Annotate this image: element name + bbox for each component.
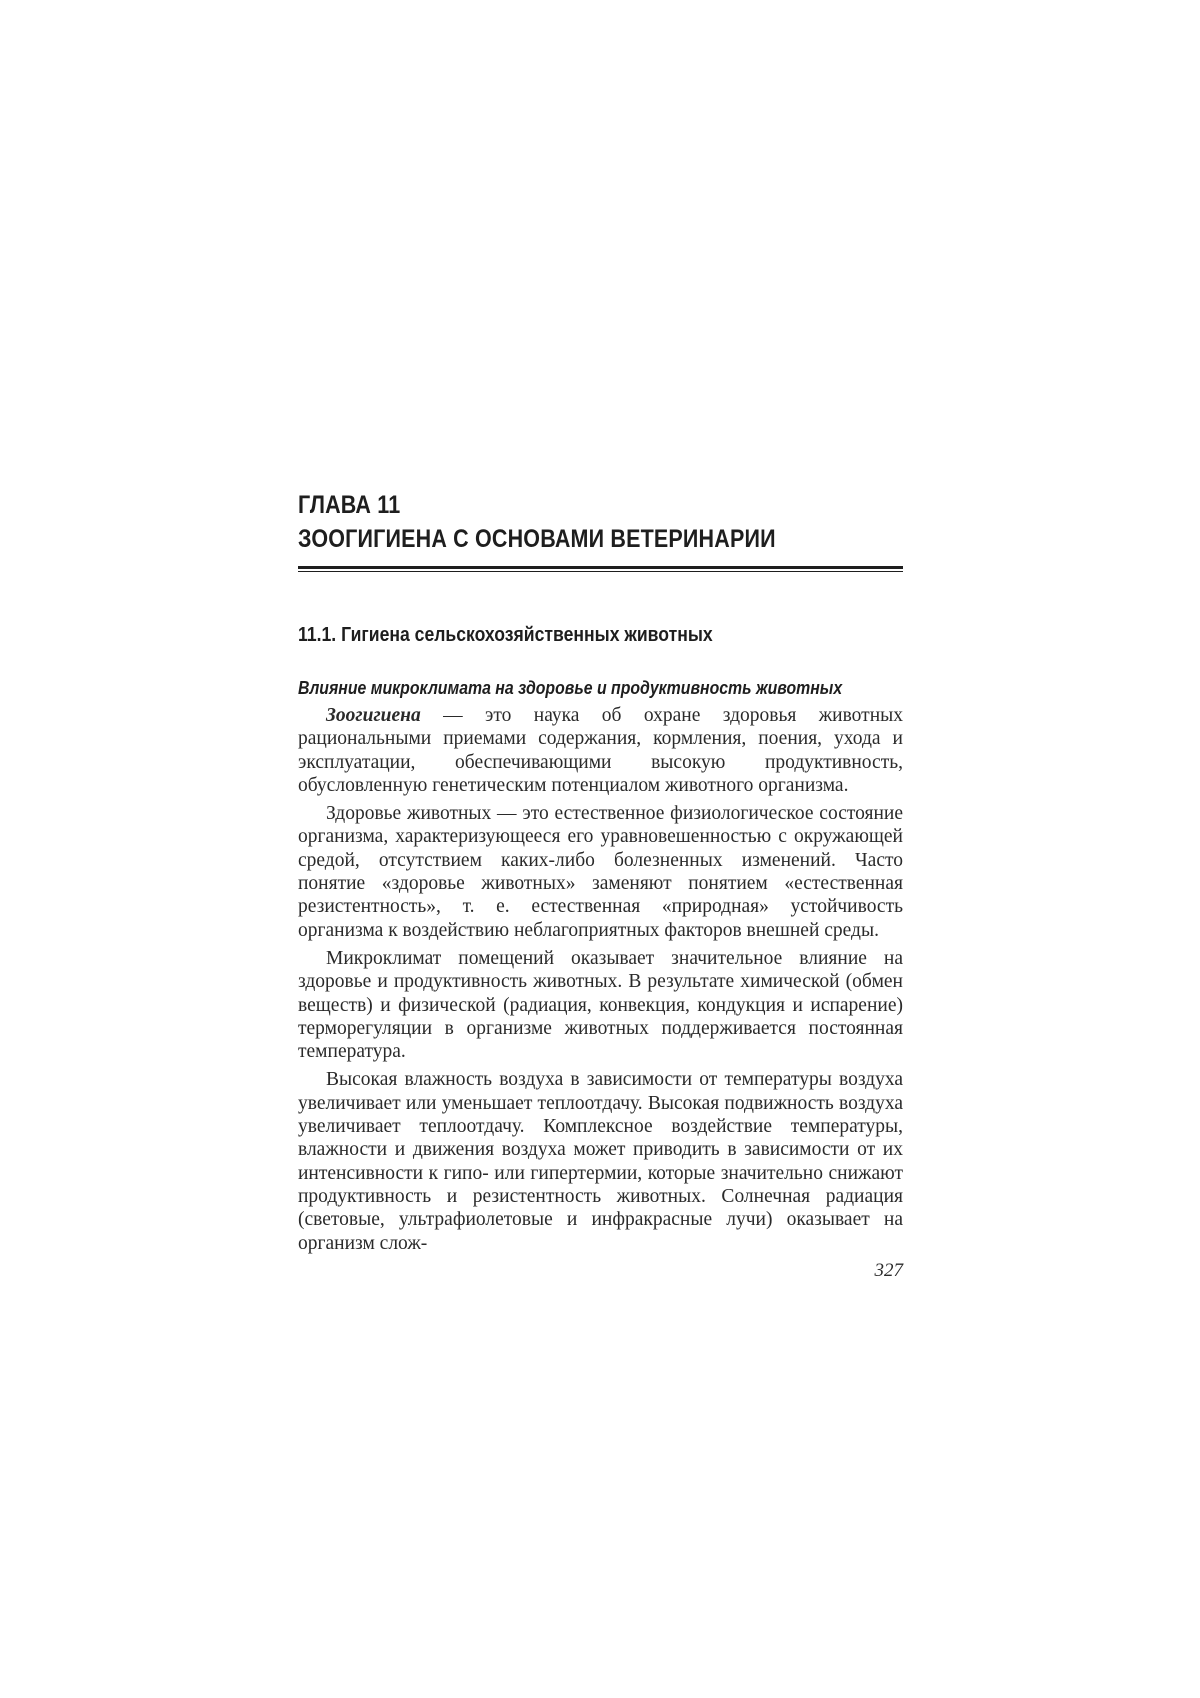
term-zoohygiene: Зоогигиена [326, 705, 421, 726]
paragraph-4: Высокая влажность воздуха в зависимости от температуры воздуха увеличивает или уменьшает теплоотдачу. Высокая подвижность воздуха увеличивает теплоотдачу. Комплексное воздействие температуры, влажности и движения воздуха может приводить в зависимости от их интенсивности к гипо- или гипертермии, которые значительно снижают продуктивность и резистентность животных. Солнечная радиация (световые, ультрафиолетовые и инфракрасные лучи) оказывает на организм слож- [298, 1069, 903, 1254]
chapter-title: ЗООГИГИЕНА С ОСНОВАМИ ВЕТЕРИНАРИИ [298, 525, 776, 553]
page-content [298, 488, 903, 1282]
paragraph-3: Микроклимат помещений оказывает значительное влияние на здоровье и продуктивность животных. В результате химической (обмен веществ) и физической (радиация, конвекция, кондукция и испарение) терморегуляции в организме животных поддерживается постоянная температура. [298, 947, 903, 1063]
section-heading: 11.1. Гигиена сельскохозяйственных животных [298, 624, 713, 646]
body-text [298, 704, 903, 1255]
paragraph-1-text: — это наука об охране здоровья животных рациональными приемами содержания, кормления, поения, ухода и эксплуатации, обеспечивающими высокую продуктивность, обусловленную генетическим потенциалом животного организма. [298, 705, 903, 796]
page-number: 327 [874, 1259, 903, 1281]
chapter-rule-thin [298, 571, 903, 572]
paragraph-1 [298, 704, 903, 797]
chapter-label: ГЛАВА 11 [298, 491, 401, 519]
subsection-heading: Влияние микроклимата на здоровье и продуктивность животных [298, 678, 843, 698]
paragraph-2: Здоровье животных — это естественное физиологическое состояние организма, характеризующееся его уравновешенностью с окружающей средой, отсутствием каких-либо болезненных изменений. Часто понятие «здоровье животных» заменяют понятием «естественная резистентность», т. е. естественная «природная» устойчивость организма к воздействию неблагоприятных факторов внешней среды. [298, 803, 903, 941]
chapter-rule-thick [298, 566, 903, 569]
